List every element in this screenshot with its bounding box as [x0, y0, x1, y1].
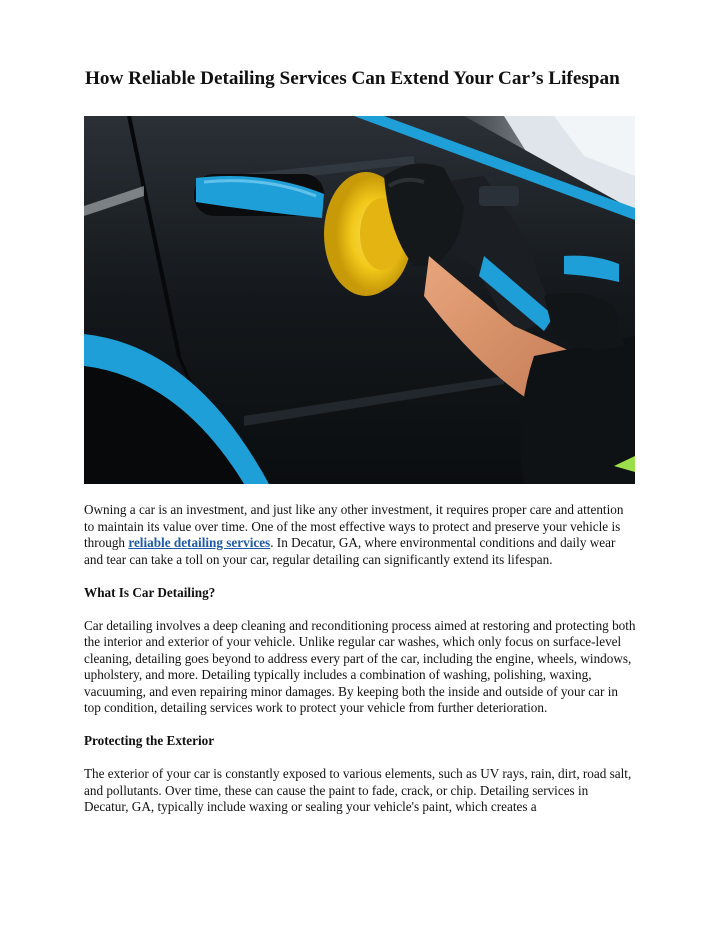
hero-image — [84, 116, 635, 484]
reliable-detailing-services-link[interactable]: reliable detailing services — [128, 535, 271, 550]
intro-text-after-link: . In Decatur, GA, where environmental conditions and daily wear and tear can take a toll on your car, regular detailing can significantly extend its lifespan. — [84, 535, 616, 567]
section-paragraph-what-is-car-detailing: Car detailing involves a deep cleaning and reconditioning process aimed at restoring and protecting both the interior and exterior of your vehicle. Unlike regular car washes, which only focus on surface-level cleaning, detailing goes beyond to address every part of the car, including the engine, wheels, windows, upholstery, and more. Detailing typically includes a combination of washing, polishing, waxing, vacuuming, and even repairing minor damages. By keeping both the inside and outside of your car in top condition, detailing services work to protect your vehicle from further deterioration. — [84, 617, 636, 715]
article-title: How Reliable Detailing Services Can Extend Your Car’s Lifespan — [85, 68, 620, 89]
car-polishing-illustration — [84, 116, 635, 484]
article-body — [84, 502, 636, 832]
section-heading-what-is-car-detailing: What Is Car Detailing? — [84, 584, 216, 600]
intro-text-before-link: Owning a car is an investment, and just like any other investment, it requires proper care and attention to maintain its value over time. One of the most effective ways to protect and preserve your vehicle is through — [84, 502, 624, 550]
section-paragraph-protecting-the-exterior: The exterior of your car is constantly exposed to various elements, such as UV rays, rain, dirt, road salt, and pollutants. Over time, these can cause the paint to fade, crack, or chip. Detailing services in Decatur, GA, typically include waxing or sealing your vehicle's paint, which creates a — [84, 766, 632, 814]
intro-paragraph — [84, 502, 636, 568]
section-heading-protecting-the-exterior: Protecting the Exterior — [84, 733, 215, 748]
